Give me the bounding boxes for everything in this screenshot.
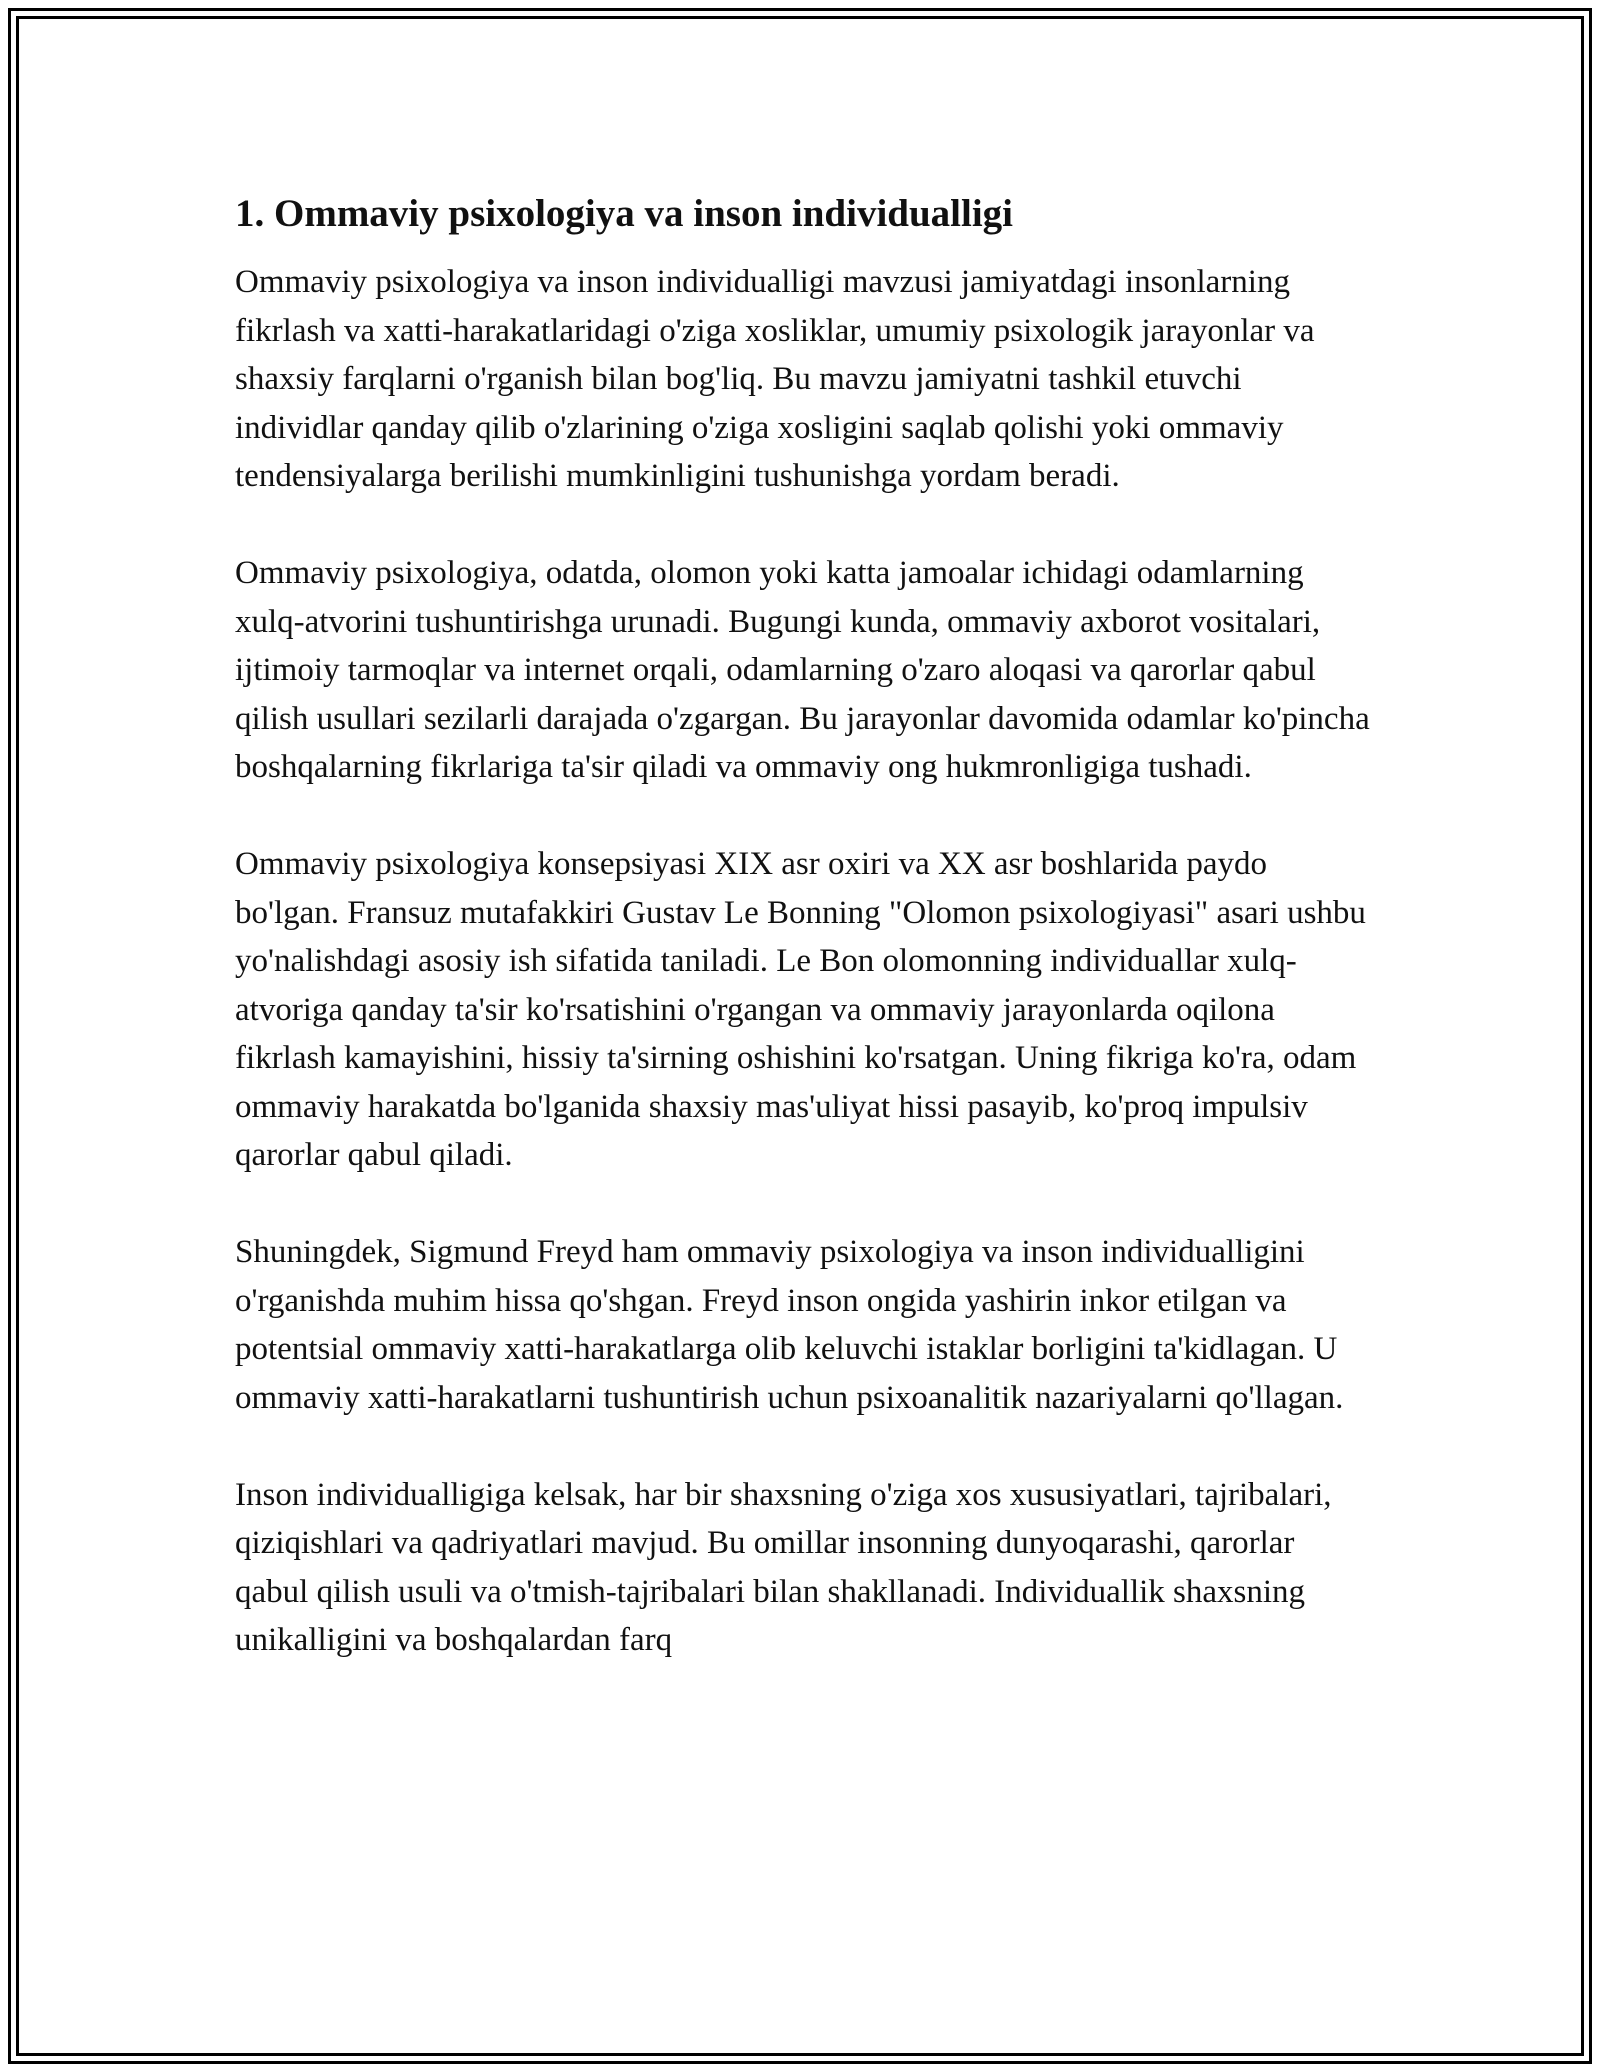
paragraph-4: Shuningdek, Sigmund Freyd ham ommaviy psixologiya va inson individualligini o'rganishda muhim hissa qo'shgan. Freyd inson ongida yashirin inkor etilgan va potentsial ommaviy xatti-harakatlarga olib keluvchi istaklar borligini ta'kidlagan. U ommaviy xatti-harakatlarni tushuntirish uchun psixoanalitik nazariyalarni qo'llagan. — [235, 1234, 1344, 1416]
paragraph-2: Ommaviy psixologiya, odatda, olomon yoki katta jamoalar ichidagi odamlarning xulq-atvorini tushuntirishga urunadi. Bugungi kunda, ommaviy axborot vositalari, ijtimoiy tarmoqlar va internet orqali, odamlarning o'zaro aloqasi va qarorlar qabul qilish usullari sezilarli darajada o'zgargan. Bu jarayonlar davomida odamlar ko'pincha boshqalarning fikrlariga ta'sir qiladi va ommaviy ong hukmronligiga tushadi. — [235, 555, 1370, 785]
paragraph-1: Ommaviy psixologiya va inson individualligi mavzusi jamiyatdagi insonlarning fikrlash va xatti-harakatlaridagi o'ziga xosliklar, umumiy psixologik jarayonlar va shaxsiy farqlarni o'rganish bilan bog'liq. Bu mavzu jamiyatni tashkil etuvchi individlar qanday qilib o'zlarining o'ziga xosligini saqlab qolishi yoki ommaviy tendensiyalarga berilishi mumkinligini tushunishga yordam beradi. — [235, 264, 1315, 494]
paragraph-3: Ommaviy psixologiya konsepsiyasi XIX asr oxiri va XX asr boshlarida paydo bo'lgan. Fransuz mutafakkiri Gustav Le Bonning "Olomon psixologiyasi" asari ushbu yo'nalishdagi asosiy ish sifatida taniladi. Le Bon olomonning individuallar xulq-atvoriga qanday ta'sir ko'rsatishini o'rgangan va ommaviy jarayonlarda oqilona fikrlash kamayishini, hissiy ta'sirning oshishini ko'rsatgan. Uning fikriga ko'ra, odam ommaviy harakatda bo'lganida shaxsiy mas'uliyat hissi pasayib, ko'proq impulsiv qarorlar qabul qiladi. — [235, 846, 1366, 1173]
paragraph-5: Inson individualligiga kelsak, har bir shaxsning o'ziga xos xususiyatlari, tajribalari, qiziqishlari va qadriyatlari mavjud. Bu omillar insonning dunyoqarashi, qarorlar qabul qilish usuli va o'tmish-tajribalari bilan shakllanadi. Individuallik shaxsning unikalligini va boshqalardan farq — [235, 1476, 1332, 1658]
document-body — [235, 188, 1370, 1713]
document-title: 1. Ommaviy psixologiya va inson individualligi — [235, 192, 1014, 235]
